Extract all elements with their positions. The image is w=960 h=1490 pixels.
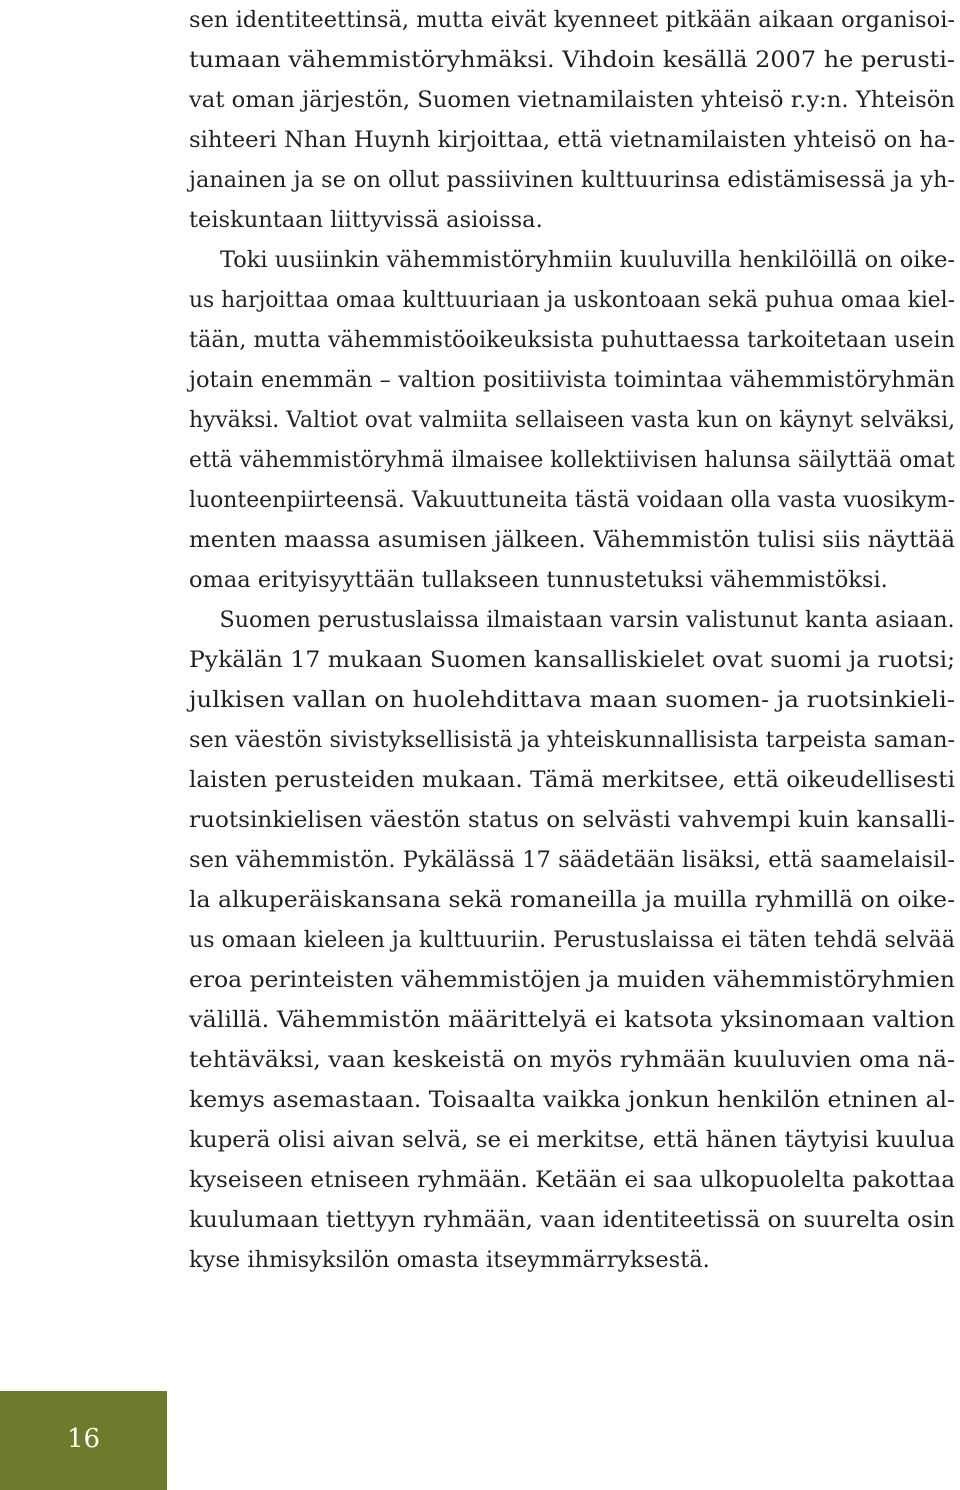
text-line: sen väestön sivistyksellisistä ja yhteiskunnallisista tarpeista saman- (189, 727, 956, 753)
text-line: menten maassa asumisen jälkeen. Vähemmistön tulisi siis näyttää (189, 527, 956, 553)
text-line: us omaan kieleen ja kulttuuriin. Perustuslaissa ei täten tehdä selvää (189, 927, 955, 953)
text-line: jotain enemmän – valtion positiivista toimintaa vähemmistöryhmän (189, 367, 955, 393)
text-line: kyse ihmisyksilön omasta itseymmärryksestä. (189, 1247, 710, 1273)
text-line: teiskuntaan liittyvissä asioissa. (189, 207, 543, 233)
body-text (189, 0, 955, 1280)
text-line: la alkuperäiskansana sekä romaneilla ja muilla ryhmillä on oike- (189, 887, 956, 913)
text-line: Toki uusiinkin vähemmistöryhmiin kuuluvilla henkilöillä on oike- (219, 247, 956, 273)
text-line: kuulumaan tiettyyn ryhmään, vaan identiteetissä on suurelta osin (189, 1207, 955, 1233)
text-line: omaa erityisyyttään tullakseen tunnustetuksi vähemmistöksi. (189, 567, 888, 593)
text-line: sen vähemmistön. Pykälässä 17 säädetään lisäksi, että saamelaisil- (189, 847, 956, 873)
text-line: ruotsinkielisen väestön status on selvästi vahvempi kuin kansalli- (189, 807, 955, 833)
text-line: tumaan vähemmistöryhmäksi. Vihdoin kesällä 2007 he perusti- (189, 47, 956, 73)
text-line: luonteenpiirteensä. Vakuuttuneita tästä voidaan olla vasta vuosikym- (189, 487, 955, 513)
text-line: hyväksi. Valtiot ovat valmiita sellaiseen vasta kun on käynyt selväksi, (189, 407, 956, 433)
text-line: vat oman järjestön, Suomen vietnamilaisten yhteisö r.y:n. Yhteisön (189, 87, 955, 113)
text-line: kyseiseen etniseen ryhmään. Ketään ei saa ulkopuolelta pakottaa (189, 1167, 955, 1193)
page-number: 16 (66, 1424, 101, 1454)
text-line: että vähemmistöryhmä ilmaisee kollektiivisen halunsa säilyttää omat (189, 447, 955, 473)
text-line: eroa perinteisten vähemmistöjen ja muiden vähemmistöryhmien (189, 967, 955, 993)
text-line: laisten perusteiden mukaan. Tämä merkitsee, että oikeudellisesti (189, 767, 955, 793)
text-line: tään, mutta vähemmistöoikeuksista puhuttaessa tarkoitetaan usein (189, 327, 956, 353)
page-number-box (0, 1391, 167, 1490)
text-line: Suomen perustuslaissa ilmaistaan varsin valistunut kanta asiaan. (219, 607, 955, 633)
text-line: sihteeri Nhan Huynh kirjoittaa, että vietnamilaisten yhteisö on ha- (189, 127, 956, 153)
text-line: janainen ja se on ollut passiivinen kulttuurinsa edistämisessä ja yh- (189, 167, 956, 193)
text-line: us harjoittaa omaa kulttuuriaan ja uskontoaan sekä puhua omaa kiel- (189, 287, 956, 313)
text-line: Pykälän 17 mukaan Suomen kansalliskielet ovat suomi ja ruotsi; (189, 647, 956, 673)
text-line: kuperä olisi aivan selvä, se ei merkitse, että hänen täytyisi kuulua (189, 1127, 955, 1153)
text-line: kemys asemastaan. Toisaalta vaikka jonkun henkilön etninen al- (189, 1087, 956, 1113)
text-line: sen identiteettinsä, mutta eivät kyenneet pitkään aikaan organisoi- (189, 7, 956, 33)
text-line: julkisen vallan on huolehdittava maan suomen- ja ruotsinkieli- (189, 687, 955, 713)
text-line: välillä. Vähemmistön määrittelyä ei katsota yksinomaan valtion (189, 1007, 955, 1033)
text-line: tehtäväksi, vaan keskeistä on myös ryhmään kuuluvien oma nä- (189, 1047, 955, 1073)
